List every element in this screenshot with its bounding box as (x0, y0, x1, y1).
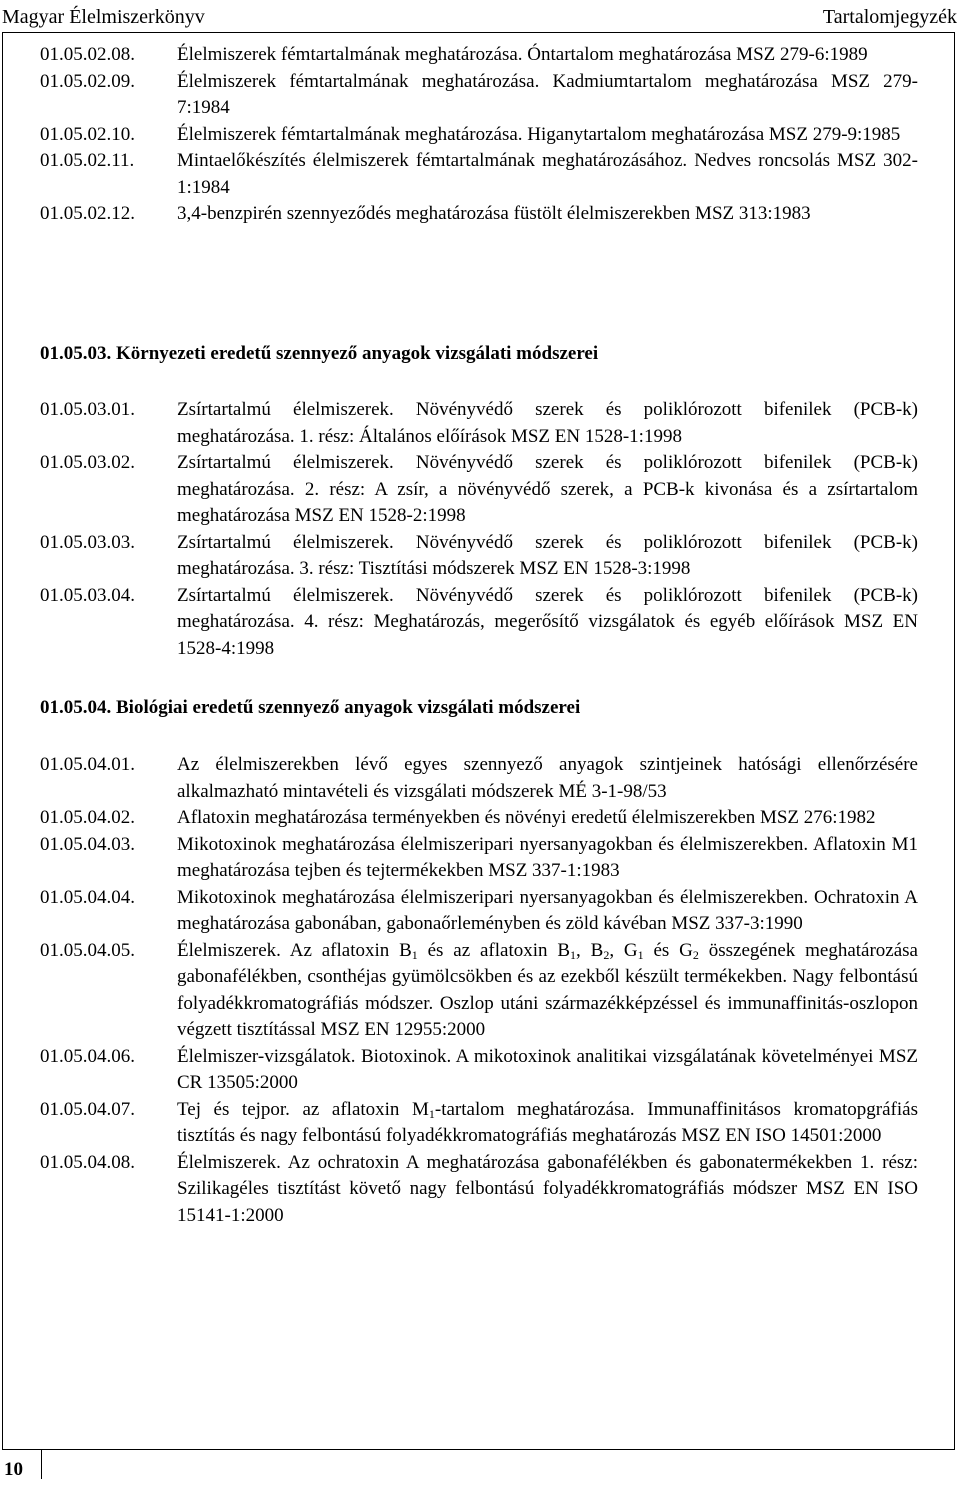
toc-entry-code: 01.05.04.01. (40, 754, 135, 775)
toc-entry (40, 832, 918, 885)
toc-entry-title: Mikotoxinok meghatározása élelmiszeripari nyersanyagokban és élelmiszerekben. Aflatoxin M1 meghatározása tejben és tejtermékekben MSZ 337-1:1983 (177, 833, 918, 881)
toc-entry-title: Zsírtartalmú élelmiszerek. Növényvédő szerek és poliklórozott bifenilek (PCB-k) meghatározása. 3. rész: Tisztítási módszerek MSZ EN 1528-3:1998 (177, 531, 918, 579)
subscript: 2 (692, 947, 699, 962)
toc-entry (40, 69, 918, 122)
text-fragment: Tej és tejpor. az aflatoxin M (177, 1098, 429, 1120)
toc-entry (40, 1097, 918, 1150)
toc-entry (40, 530, 918, 583)
page-header (0, 0, 960, 34)
text-fragment: , B (576, 939, 604, 961)
toc-entry-code: 01.05.03.02. (40, 452, 135, 473)
toc-entry (40, 752, 918, 805)
toc-entry-code: 01.05.02.08. (40, 44, 135, 65)
toc-entry (40, 1044, 918, 1097)
text-fragment: és az aflatoxin B (417, 939, 571, 961)
toc-entry (40, 122, 918, 149)
toc-entry-title: Élelmiszerek fémtartalmának meghatározása. Kadmiumtartalom meghatározása MSZ 279-7:1984 (177, 70, 918, 118)
toc-list-04 (40, 752, 918, 1229)
toc-entry-code: 01.05.04.04. (40, 886, 135, 908)
subscript: 1 (411, 947, 418, 962)
subscript: 1 (637, 947, 644, 962)
toc-entry-code: 01.05.04.05. (40, 939, 135, 961)
toc-entry-code: 01.05.04.08. (40, 1151, 135, 1173)
toc-entry-title: Zsírtartalmú élelmiszerek. Növényvédő szerek és poliklórozott bifenilek (PCB-k) meghatározása. 1. rész: Általános előírások MSZ EN 1528-1:1998 (177, 399, 918, 447)
text-fragment: összegének meghatározása gabonafélékben, csonthéjas gyümölcsökben és az ezekből készült termékekben. Nagy felbontású folyadékkromatográfiás módszer. Oszlop utáni származékképzéssel és immunaffinitás-oszlopon végzett tisztítással MSZ EN 12955:2000 (177, 939, 918, 1040)
subscript: 1 (570, 947, 577, 962)
toc-entry (40, 885, 918, 938)
page-number: 10 (0, 1450, 42, 1479)
book-title: Magyar Élelmiszerkönyv (2, 6, 205, 28)
section-title: Tartalomjegyzék (822, 6, 957, 28)
toc-entry-code: 01.05.04.03. (40, 833, 135, 855)
toc-entry-code: 01.05.03.04. (40, 584, 135, 606)
toc-entry (40, 397, 918, 450)
toc-entry-title: Mintaelőkészítés élelmiszerek fémtartalmának meghatározásához. Nedves roncsolás MSZ 302-1:1984 (177, 150, 918, 198)
toc-entry-code: 01.05.04.07. (40, 1098, 135, 1120)
toc-entry-code: 01.05.02.10. (40, 123, 135, 145)
text-fragment: -tartalom meghatározása. Immunaffinitásos kromatopgráfiás tisztítás és nagy felbontású folyadékkromatográfiás meghatározás MSZ EN ISO 14501:2000 (177, 1098, 918, 1146)
toc-entry-title: Zsírtartalmú élelmiszerek. Növényvédő szerek és poliklórozott bifenilek (PCB-k) meghatározása. 4. rész: Meghatározás, megerősítő vizsgálatok és egyéb előírások MSZ EN 1528-4:1998 (177, 584, 918, 659)
toc-entry-code: 01.05.02.09. (40, 70, 135, 92)
toc-entry-title (177, 1097, 918, 1150)
toc-entry (40, 938, 918, 1044)
toc-entry-code: 01.05.02.11. (40, 150, 135, 171)
toc-entry (40, 42, 918, 69)
section-heading-03: 01.05.03. Környezeti eredetű szennyező anyagok vizsgálati módszerei (40, 343, 599, 364)
toc-entry-title: Mikotoxinok meghatározása élelmiszeripari nyersanyagokban és élelmiszerekben. Ochratoxin A meghatározása gabonában, gabonaőrleményben és zöld kávéban MSZ 337-3:1990 (177, 886, 918, 934)
toc-entry (40, 1150, 918, 1230)
toc-entry-title: 3,4-benzpirén szennyeződés meghatározása füstölt élelmiszerekben MSZ 313:1983 (177, 203, 811, 224)
toc-entry-title: Az élelmiszerekben lévő egyes szennyező anyagok szintjeinek hatósági ellenőrzésére alkalmazható mintavételi és vizsgálati módszerek MÉ 3-1-98/53 (177, 754, 918, 802)
toc-entry-title (177, 938, 918, 1044)
toc-entry (40, 148, 918, 201)
toc-entry-code: 01.05.03.01. (40, 399, 135, 420)
toc-entry (40, 583, 918, 663)
toc-entry-code: 01.05.04.02. (40, 807, 135, 828)
text-fragment: Élelmiszerek. Az aflatoxin B (177, 939, 412, 961)
toc-entry-title: Élelmiszer-vizsgálatok. Biotoxinok. A mikotoxinok analitikai vizsgálatának követelményei MSZ CR 13505:2000 (177, 1045, 918, 1093)
toc-entry (40, 450, 918, 530)
toc-entry-title: Élelmiszerek. Az ochratoxin A meghatározása gabonafélékben és gabonatermékekben 1. rész: Szilikagéles tisztítást követő nagy felbontású folyadékkromatográfiás módszer MSZ EN ISO 15141-1:2000 (177, 1151, 918, 1226)
text-fragment: , G (609, 939, 638, 961)
toc-entry (40, 805, 918, 832)
text-fragment: és G (643, 939, 693, 961)
toc-entry-title: Élelmiszerek fémtartalmának meghatározása. Óntartalom meghatározása MSZ 279-6:1989 (177, 44, 868, 65)
toc-entry (40, 201, 918, 228)
toc-entry-code: 01.05.03.03. (40, 531, 135, 553)
subscript: 1 (428, 1106, 435, 1121)
content-frame (2, 32, 955, 1450)
toc-list-03 (40, 397, 918, 662)
toc-entry-title: Zsírtartalmú élelmiszerek. Növényvédő szerek és poliklórozott bifenilek (PCB-k) meghatározása. 2. rész: A zsír, a növényvédő szerek, a PCB-k kivonása és a zsírtartalom meghatározása MSZ EN 1528-2:1998 (177, 452, 918, 526)
toc-entry-code: 01.05.04.06. (40, 1045, 135, 1067)
toc-entry-code: 01.05.02.12. (40, 203, 135, 224)
toc-list-02 (40, 42, 918, 228)
toc-entry-title: Élelmiszerek fémtartalmának meghatározása. Higanytartalom meghatározása MSZ 279-9:1985 (177, 123, 901, 145)
section-heading-04: 01.05.04. Biológiai eredetű szennyező anyagok vizsgálati módszerei (40, 697, 581, 718)
subscript: 2 (603, 947, 610, 962)
toc-entry-title: Aflatoxin meghatározása terményekben és növényi eredetű élelmiszerekben MSZ 276:1982 (177, 807, 876, 828)
